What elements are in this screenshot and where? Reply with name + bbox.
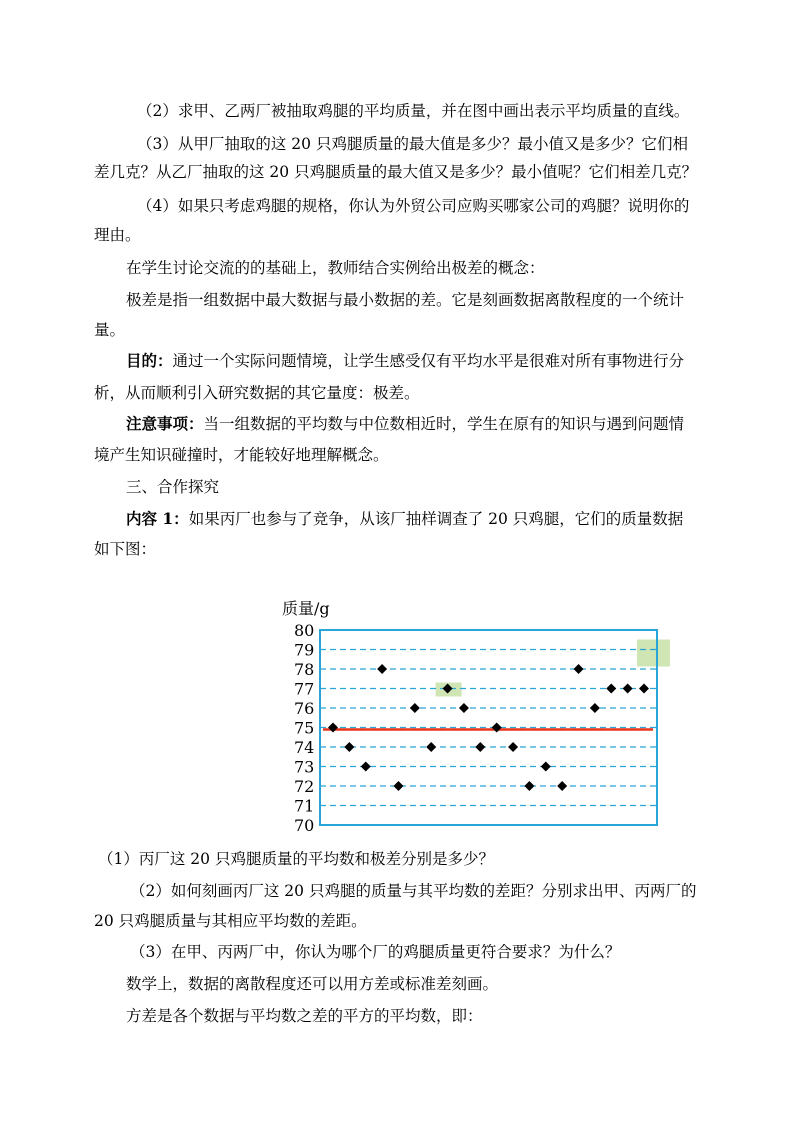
chart-question-3: （3）在甲、丙两厂中，你认为哪个厂的鸡腿质量更符合要求？为什么？ [130,943,621,961]
data-point [344,742,354,752]
content-text: 如果丙厂也参与了竞争，从该厂抽样调查了 20 只鸡腿，它们的质量数据 [188,510,684,528]
data-point [508,742,518,752]
y-tick-label: 75 [294,718,315,738]
y-tick-label: 71 [294,796,315,816]
content-label: 内容 1： [126,509,189,528]
purpose-label: 目的： [126,351,173,370]
data-point [459,703,469,713]
y-tick-label: 80 [294,621,315,640]
question-3-line-2: 差几克？从乙厂抽取的这 20 只鸡腿质量的最大值又是多少？最小值呢？它们相差几克？ [94,163,698,181]
purpose-text: 通过一个实际问题情境，让学生感受仅有平均水平是很难对所有事物进行分 [172,352,685,370]
question-2: （2）求甲、乙两厂被抽取鸡腿的平均质量，并在图中画出表示平均质量的直线。 [137,102,690,120]
purpose-line-2: 析，从而顺利引入研究数据的其它量度：极差。 [94,384,420,402]
data-point [377,664,387,674]
data-point [639,684,649,694]
chart-question-1: （1）丙厂这 20 只鸡腿质量的平均数和极差分别是多少？ [98,850,494,868]
y-tick-label: 74 [294,738,315,757]
purpose-line-1 [126,351,794,371]
range-definition-line-1: 极差是指一组数据中最大数据与最小数据的差。它是刻画数据离散程度的一个统计 [126,291,685,309]
variance-intro: 数学上，数据的离散程度还可以用方差或标准差刻画。 [126,975,499,993]
chart-question-2-line-2: 20 只鸡腿质量与其相应平均数的差距。 [94,912,367,930]
data-point [475,742,485,752]
variance-definition: 方差是各个数据与平均数之差的平方的平均数，即： [126,1007,483,1025]
y-tick-label: 73 [294,757,315,777]
y-tick-label: 78 [294,660,315,679]
section-heading: 三、合作探究 [126,478,220,496]
mass-scatter-chart [280,596,670,836]
data-point [426,742,436,752]
note-line-2: 境产生知识碰撞时，才能较好地理解概念。 [94,446,389,464]
y-tick-label: 77 [294,679,315,699]
content-1-line-1 [126,509,794,529]
y-tick-label: 72 [294,777,315,796]
data-point [328,723,338,733]
chart-question-2-line-1: （2）如何刻画丙厂这 20 只鸡腿的质量与其平均数的差距？分别求出甲、丙两厂的 [130,882,697,900]
y-axis-label: 质量/g [282,599,330,618]
y-tick-label: 76 [294,699,315,718]
data-point [361,762,371,772]
data-point [557,781,567,791]
data-point [492,723,502,733]
data-point [541,762,551,772]
data-point [574,664,584,674]
data-point [606,684,616,694]
data-point [524,781,534,791]
content-1-line-2: 如下图： [94,540,157,558]
question-3-line-1: （3）从甲厂抽取的这 20 只鸡腿质量的最大值是多少？最小值又是多少？它们相 [137,135,688,153]
note-text: 当一组数据的平均数与中位数相近时，学生在原有的知识与遇到问题情 [203,415,685,433]
range-definition-line-2: 量。 [94,321,126,339]
note-line-1 [126,414,794,434]
data-point [590,703,600,713]
y-tick-label: 70 [294,816,315,835]
note-label: 注意事项： [126,414,204,433]
highlight-box [637,640,670,667]
chart-svg [280,596,670,836]
discussion-text: 在学生讨论交流的的基础上，教师结合实例给出极差的概念： [126,259,545,277]
data-point [410,703,420,713]
question-4-line-1: （4）如果只考虑鸡腿的规格，你认为外贸公司应购买哪家公司的鸡腿？说明你的 [137,197,690,215]
data-point [393,781,403,791]
data-point [623,684,633,694]
y-tick-label: 79 [294,640,315,660]
question-4-line-2: 理由。 [94,226,141,244]
